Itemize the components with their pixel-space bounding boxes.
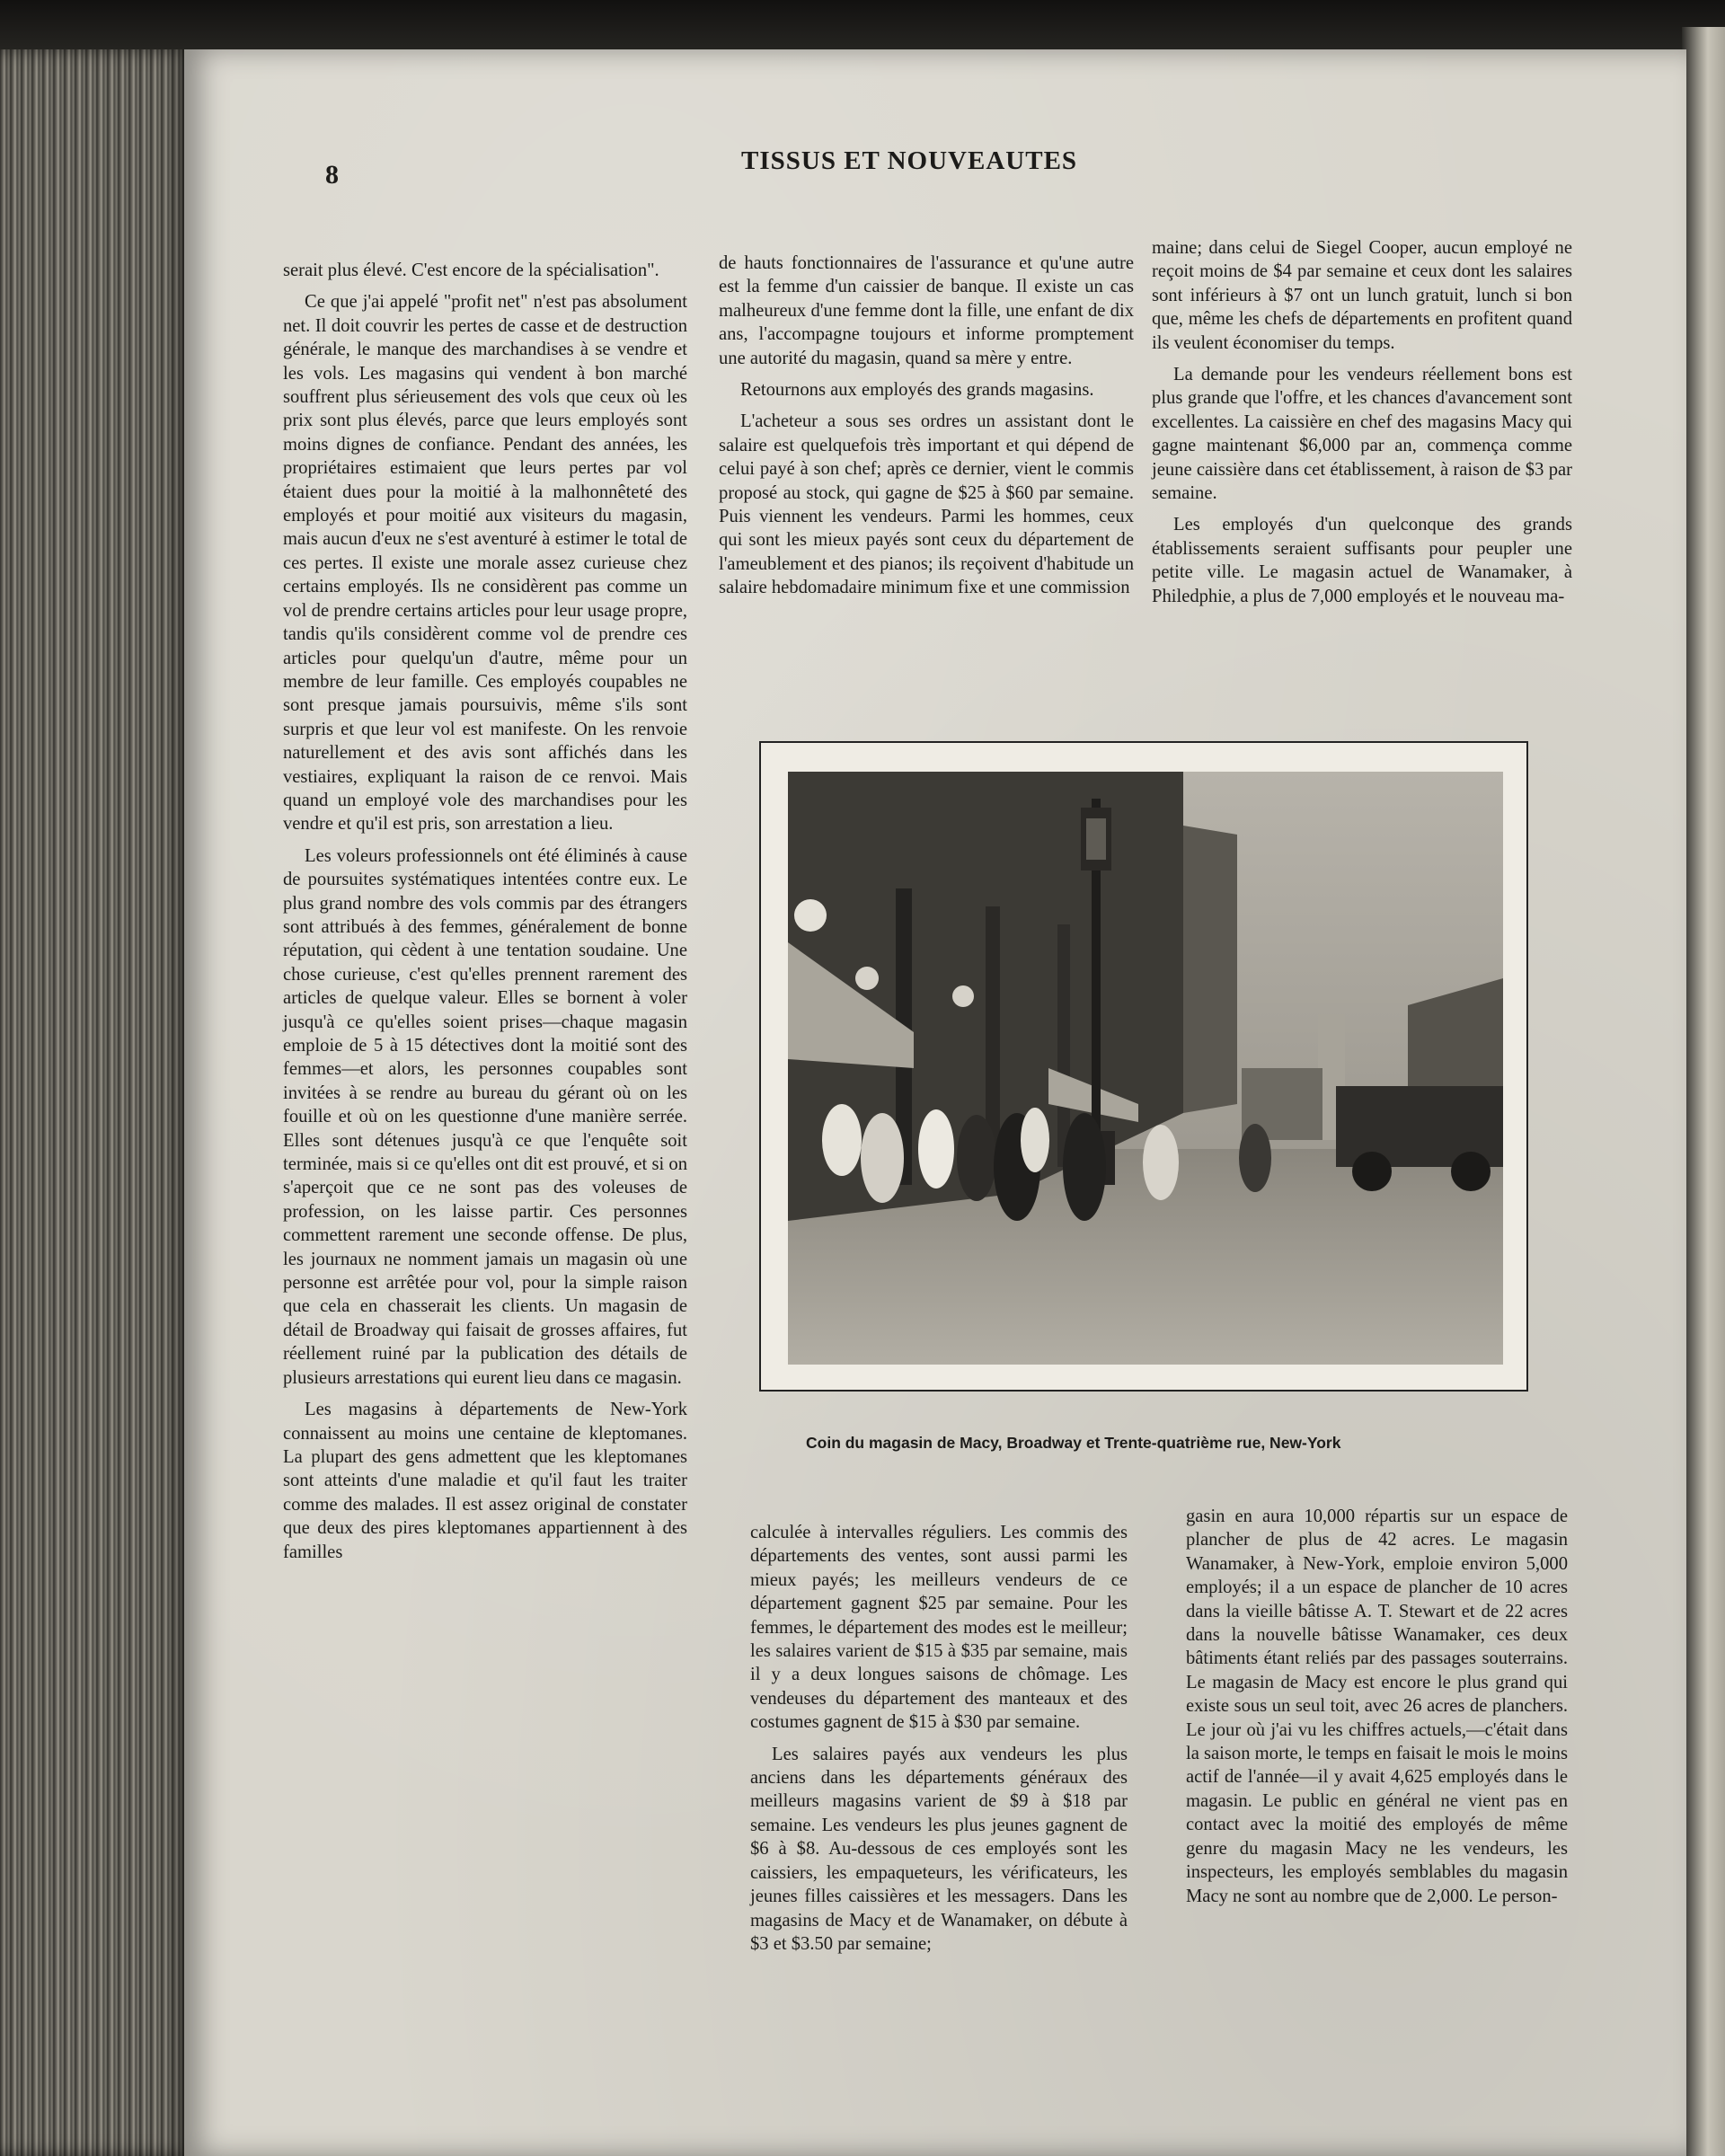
book-right-edge: [1682, 27, 1725, 2156]
photo-caption: Coin du magasin de Macy, Broadway et Trente-quatrième rue, New-York: [806, 1434, 1341, 1452]
middle-column-bottom: [750, 1521, 1128, 1964]
left-column: [283, 259, 687, 1572]
photo-frame: [759, 741, 1528, 1392]
page-number: 8: [325, 160, 339, 190]
paragraph: Les magasins à départements de New-York connaissent au moins une centaine de kleptomanes. La plupart des gens admettent que les kleptomanes sont atteints d'une maladie et qu'il faut les traiter comme des malades. Il est assez original de constater que deux des pires kleptomanes appartiennent à des familles: [283, 1400, 687, 1562]
book-page-edges: [0, 49, 189, 2156]
paragraph: Ce que j'ai appelé "profit net" n'est pas absolument net. Il doit couvrir les pertes de casse et de destruction générale, le manque des marchandises à se vendre et les vols. Les magasins qui vendent à bon marché souffrent plus sérieusement des vols que ceux où les prix sont plus élevés, parce que leurs employés sont moins dignes de confiance. Pendant des années, les propriétaires estimaient que leurs pertes par vol étaient dues pour la moitié à la malhonnêteté des employés et pour moitié aux visiteurs du magasin, mais aucun d'eux ne s'est aventuré à estimer le total de ces pertes. Il existe une morale assez curieuse chez certains employés. Ils ne considèrent pas comme un vol de prendre certains articles pour leur usage propre, tandis qu'ils considèrent comme vol de prendre ces articles pour quelqu'un d'autre, même pour un membre de leur famille. Ces employés coupables ne sont presque jamais poursuivis, même s'ils sont surpris et que leur vol est manifeste. On les renvoie naturellement et des avis sont affichés dans les vestiaires, expliquant la raison de ce renvoi. Mais quand un employé vole des marchandises pour les vendre et qu'il est pris, son arrestation a lieu.: [283, 292, 687, 835]
paragraph: Les salaires payés aux vendeurs les plus anciens dans les départements généraux des meilleurs magasins varient de $9 à $18 par semaine. Les vendeurs les plus jeunes gagnent de $6 à $8. Au-dessous de ces employés sont les caissiers, les empaqueteurs, les vérificateurs, les jeunes filles caissières et les messagers. Dans les magasins de Macy et de Wanamaker, on débute à $3 et $3.50 par semaine;: [750, 1744, 1128, 1954]
right-column-bottom: [1186, 1505, 1568, 1916]
street-scene-illustration: [788, 772, 1503, 1365]
running-title: TISSUS ET NOUVEAUTES: [741, 146, 1078, 175]
street-photograph: [788, 772, 1503, 1365]
paragraph: Les voleurs professionnels ont été éliminés à cause de poursuites systématiques intentées contre eux. Le plus grand nombre des vols commis par des étrangers sont attribués à des femmes, généralement de bonne réputation, qui cèdent à une tentation soudaine. Une chose curieuse, c'est qu'elles prennent rarement des articles de quelque valeur. Elles se bornent à voler jusqu'à ce qu'elles soient prises—chaque magasin emploie de 5 à 15 détectives dont la moitié sont des femmes—et alors, les personnes coupables sont invitées à se rendre au bureau du gérant où on les fouille et où on les questionne d'une manière serrée. Elles sont détenues jusqu'à ce que l'enquête soit terminée, mais si ce qu'elles ont dit est prouvé, et si on s'aperçoit que ce ne sont pas des voleuses de profession, on les laisse partir. Ces personnes commettent rarement une seconde offense. De plus, les journaux ne nomment jamais un magasin où une personne est arrêtée pour vol, pour la simple raison que cela en chasserait les clients. Un magasin de détail de Broadway qui faisait de grosses affaires, fut réellement ruiné par la publication des détails de plusieurs arrestations qui eurent lieu dans ce magasin.: [283, 845, 687, 1388]
paragraph: maine; dans celui de Siegel Cooper, aucun employé ne reçoit moins de $4 par semaine et ceux dont les salaires sont inférieurs à $7 ont un lunch gratuit, lunch si bon que, même les chefs de départements en profitent quand ils veulent économiser du temps.: [1152, 238, 1572, 353]
paragraph: La demande pour les vendeurs réellement bons est plus grande que l'offre, et les chances d'avancement sont excellentes. La caissière en chef des magasins Macy qui gagne maintenant $6,000 par an, commença comme jeune caissière dans cet établissement, à raison de $3 par semaine.: [1152, 365, 1572, 504]
paragraph: serait plus élevé. C'est encore de la spécialisation".: [283, 261, 659, 280]
book-page: [184, 49, 1686, 2156]
paragraph: de hauts fonctionnaires de l'assurance et qu'une autre est la femme d'un caissier de banque. Il existe un cas malheureux d'une femme dont la fille, une enfant de dix ans, l'accompagne toujours et informe promptement une autorité du magasin, quand sa mère y entre.: [719, 253, 1134, 368]
paragraph: calculée à intervalles réguliers. Les commis des départements des ventes, sont aussi parmi les mieux payés; les meilleurs vendeurs de ce département gagnent $25 par semaine. Pour les femmes, le département des modes est le meilleur; les salaires varient de $15 à $35 par semaine, mais il y a deux longues saisons de chômage. Les vendeuses du département des manteaux et des costumes gagnent de $15 à $30 par semaine.: [750, 1523, 1128, 1733]
right-column-top: [1152, 236, 1572, 616]
paragraph: gasin en aura 10,000 répartis sur un espace de plancher de plus de 42 acres. Le magasin Wanamaker, à New-York, emploie environ 5,000 employés; il a un espace de plancher de 10 acres dans la vieille bâtisse A. T. Stewart et de 22 acres dans la nouvelle bâtisse Wanamaker, ces deux bâtiments étant reliés par des passages souterrains. Le magasin de Macy est encore le plus grand qui existe sous un seul toit, avec 26 acres de planchers. Le jour où j'ai vu les chiffres actuels,—c'était dans la saison morte, le temps en faisait le mois le moins actif de l'année—il y avait 4,625 employés dans le magasin. Le public en général ne vient pas en contact avec la moitié des employés de même genre du magasin Macy ne les vendeurs, les inspecteurs, les employés semblables du magasin Macy ne sont au nombre que de 2,000. Le person-: [1186, 1507, 1568, 1906]
paragraph: Retournons aux employés des grands magasins.: [740, 380, 1094, 401]
paragraph: L'acheteur a sous ses ordres un assistant dont le salaire est quelquefois très important et qui dépend de celui payé à son chef; après ce dernier, vient le commis proposé au stock, qui gagne de $25 à $60 par semaine. Puis viennent les vendeurs. Parmi les hommes, ceux qui sont les mieux payés sont ceux du département de l'ameublement et des pianos; ils reçoivent d'habitude un salaire hebdomadaire minimum fixe et une commission: [719, 411, 1134, 598]
middle-column-top: [719, 252, 1134, 608]
paragraph: Les employés d'un quelconque des grands établissements seraient suffisants pour peupler une petite ville. Le magasin actuel de Wanamaker, à Philedphie, a plus de 7,000 employés et le nouveau ma-: [1152, 515, 1572, 606]
